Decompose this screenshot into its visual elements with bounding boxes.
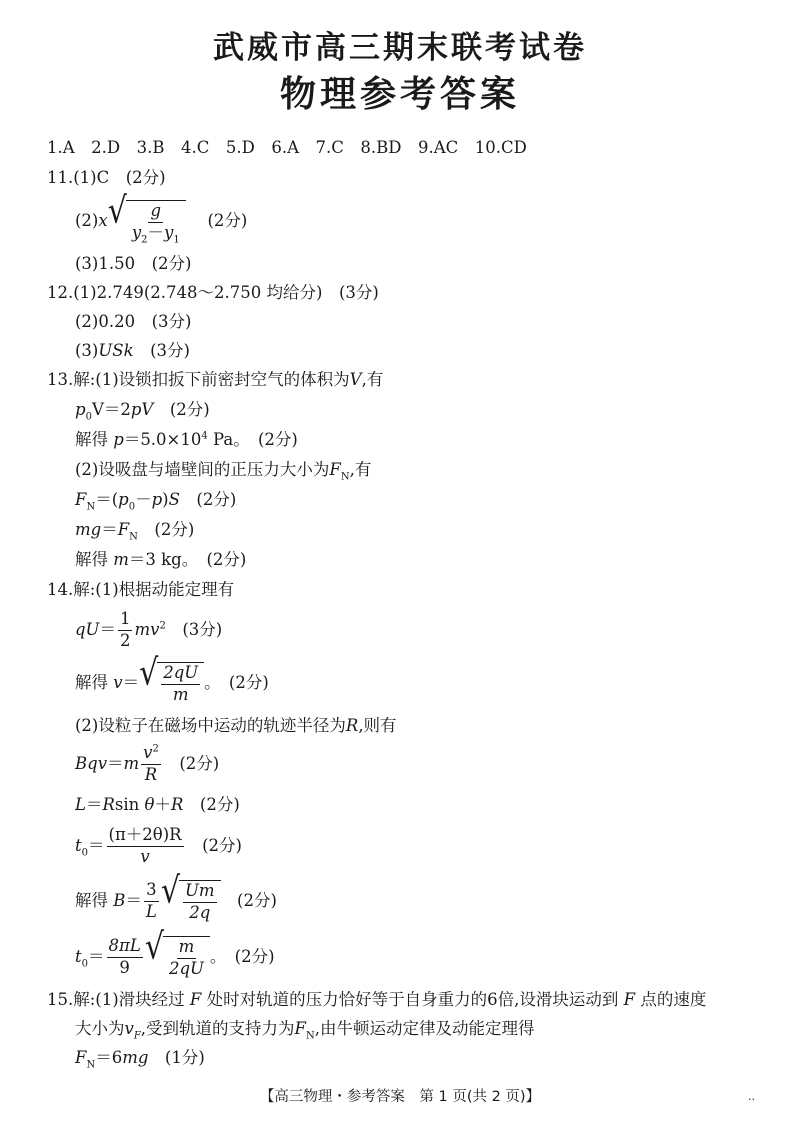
q15-line2: 大小为$v_F$,受到轨道的支持力为$F_N$,由牛顿运动定律及动能定理得 [75,1019,535,1042]
q14-line3: 解得 v＝ √ $\frac{2qU}{m}$ 。 (2分) [75,651,269,704]
q12-part2: (2)0.20 (3分) [75,312,192,331]
q13-line7: 解得 m＝3 kg。 (2分) [75,550,247,569]
corner-mark: ·· [748,1093,755,1106]
q12-part3: (3)USk (3分) [75,341,190,360]
q14-line2: qU＝ $\frac{1}{2}$ $mv^2$ (3分) [75,609,223,650]
q13-line3: 解得 $p=5.0\times 10^4$ Pa。 (2分) [75,430,298,449]
q14-line4: (2)设粒子在磁场中运动的轨迹半径为R,则有 [75,716,397,735]
page-title: 武威市高三期末联考试卷 [213,30,587,66]
q13-line5: $F_N=(p_0-p)S$ (2分) [75,490,237,513]
sqrt-expression: √ $\frac{m}{2qU}$ [145,936,210,979]
q13-line2: $p_0V=2pV$ (2分) [75,400,210,423]
q11-part3: (3)1.50 (2分) [75,254,192,273]
q14-line9: $t_0=$ $\frac{8\pi L}{9}$ √ $\frac{m}{2qU}$ 。 (2分) [75,925,275,978]
sqrt-expression: √ $\frac{Um}{2q}$ [161,880,221,923]
q15-line3: $F_N=6mg$ (1分) [75,1048,205,1071]
q13-line6: $mg=F_N$ (2分) [75,520,195,543]
sqrt-expression: √ $\frac{2qU}{m}$ [139,662,204,705]
q13-line1: 13.解:(1)设锁扣扳下前密封空气的体积为V,有 [47,370,384,389]
q15-line1: 15.解:(1)滑块经过 F 处时对轨道的压力恰好等于自身重力的6倍,设滑块运动到 F 点的速度 [47,990,707,1009]
q12-part1: 12.(1)2.749(2.748～2.750 均给分) (3分) [47,283,379,302]
q13-line4: (2)设吸盘与墙壁间的正压力大小为$F_N$,有 [75,460,372,483]
choice-answers: 1.A 2.D 3.B 4.C 5.D 6.A 7.C 8.BD 9.AC 10.CD [47,138,527,157]
q14-line6: L＝Rsin θ＋R (2分) [75,795,240,814]
q11-part1: 11.(1)C (2分) [47,168,166,187]
q14-line1: 14.解:(1)根据动能定理有 [47,580,235,599]
page-footer: 【高三物理・参考答案 第 1 页(共 2 页)】 [259,1089,541,1105]
q14-line5: Bqv＝m $\frac{v^2}{R}$ (2分) [75,743,220,784]
q14-line7: $t_0=$ $\frac{(\pi+2\theta)R}{v}$ (2分) [75,825,242,866]
q11-part2: (2)x √ $\frac{g}{y_2-y_1}$ (2分) [75,189,248,246]
q14-line8: 解得 B＝ $\frac{3}{L}$ √ $\frac{Um}{2q}$ (2分) [75,869,277,922]
page-subtitle: 物理参考答案 [279,74,520,115]
sqrt-expression: √ $\frac{g}{y_2-y_1}$ [108,200,186,243]
